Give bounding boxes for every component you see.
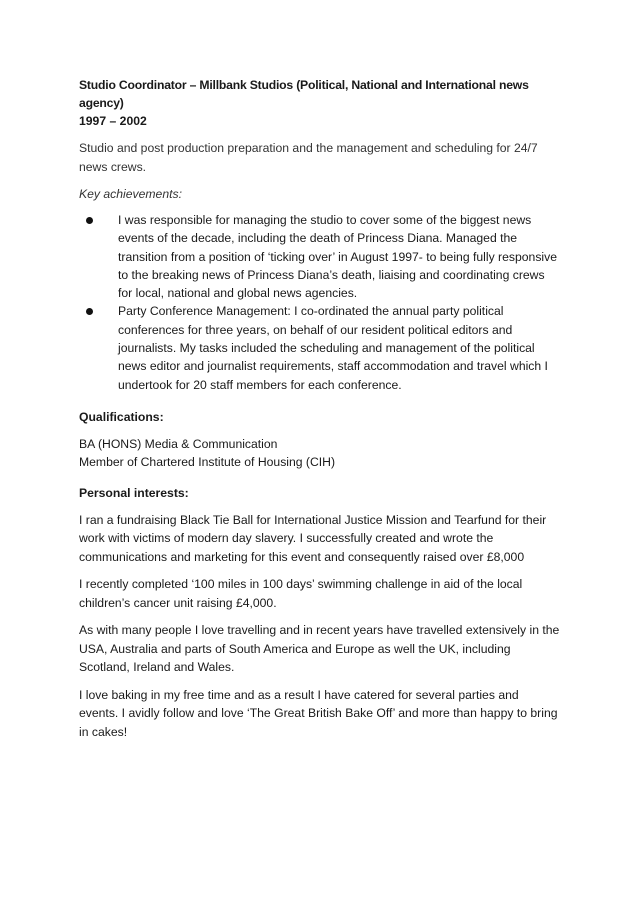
achievement-text: Party Conference Management: I co-ordinated the annual party political conferences for three years, on behalf of our resident political editors and journalists. My tasks included the scheduling and management of the political news editor and journalist requirements, staff accommodation and travel which I undertook for 20 staff members for each conference. (118, 304, 548, 392)
bullet-icon (86, 308, 93, 315)
achievements-list (79, 211, 561, 394)
achievement-item (79, 211, 561, 302)
qualification-item: BA (HONS) Media & Communication (79, 436, 278, 451)
interest-paragraph: I ran a fundraising Black Tie Ball for International Justice Mission and Tearfund for their work with victims of modern day slavery. I successfully created and wrote the communications and marketing for this event and consequently raised over £8,000 (79, 512, 547, 564)
interest-paragraph: As with many people I love travelling and in recent years have travelled extensively in the USA, Australia and parts of South America and Europe as well the UK, including Scotland, Ireland and Wales. (79, 623, 560, 675)
job-title: Studio Coordinator – Millbank Studios (Political, National and International news agency) (79, 78, 529, 110)
qualifications-heading: Qualifications: (79, 409, 164, 424)
job-description: Studio and post production preparation and the management and scheduling for 24/7 news crews. (79, 141, 538, 174)
achievement-item (79, 302, 561, 393)
achievement-text: I was responsible for managing the studio to cover some of the biggest news events of the decade, including the death of Princess Diana. Managed the transition from a position of ‘ticking over’ in August 1997- to being fully responsive to the breaking news of Princess Diana’s death, liaising and coordinating crews for local, national and global news agencies. (118, 213, 557, 301)
cv-page (79, 76, 561, 750)
interest-paragraph: I recently completed ‘100 miles in 100 days’ swimming challenge in aid of the local children’s cancer unit raising £4,000. (79, 577, 523, 610)
achievements-label: Key achievements: (79, 187, 182, 201)
interests-heading: Personal interests: (79, 485, 189, 500)
bullet-icon (86, 217, 93, 224)
interest-paragraph: I love baking in my free time and as a result I have catered for several parties and events. I avidly follow and love ‘The Great British Bake Off’ and more than happy to bring in cakes! (79, 687, 558, 739)
job-dates: 1997 – 2002 (79, 114, 147, 128)
qualification-item: Member of Chartered Institute of Housing (CIH) (79, 454, 336, 469)
qualifications-list (79, 435, 561, 471)
